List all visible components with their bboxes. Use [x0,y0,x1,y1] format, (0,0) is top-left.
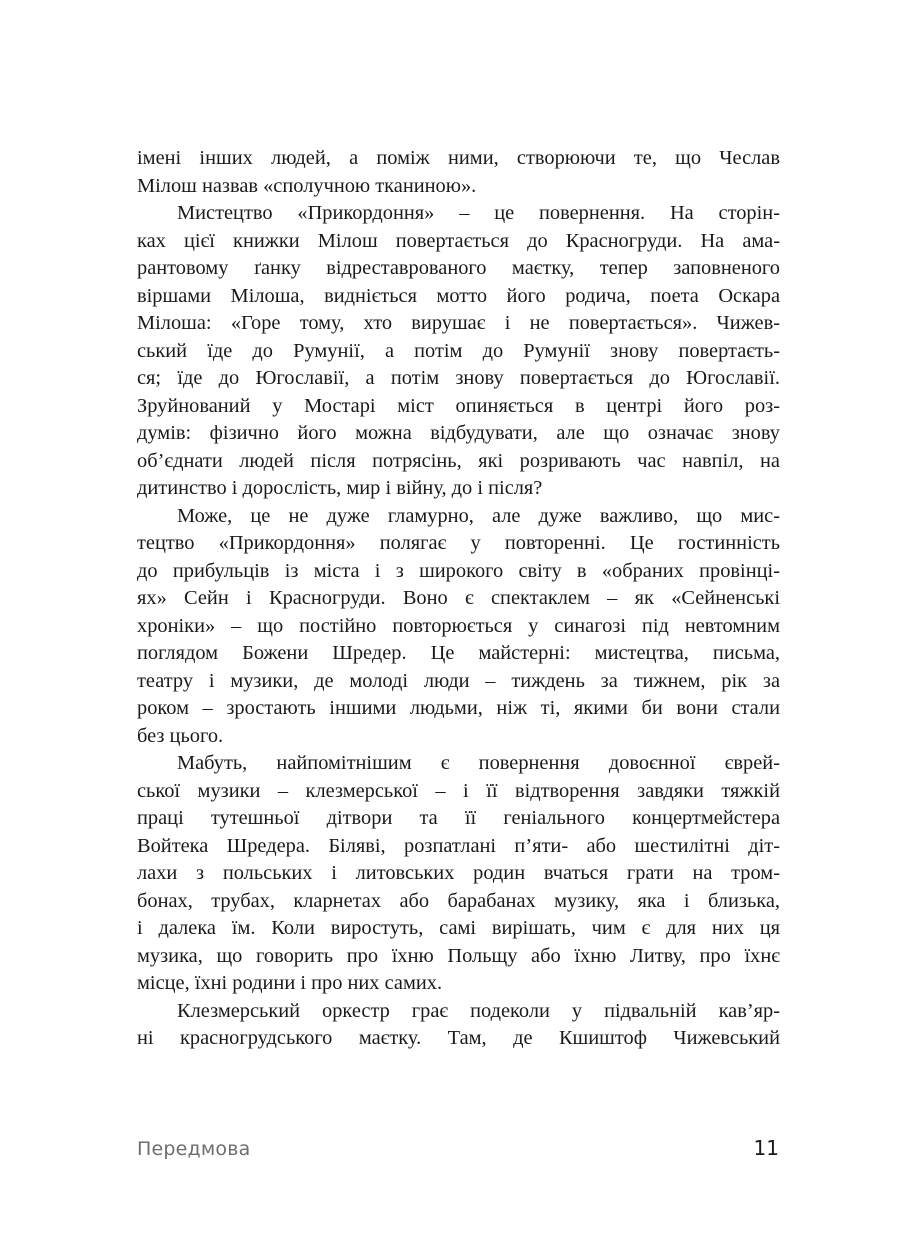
text-line: ський їде до Румунії, а потім до Румунії знову повертаєть- [137,339,780,362]
text-line: ської музики – клезмерської – і її відтворення завдяки тяжкій [137,779,780,802]
text-line: лахи з польських і литовських родин вчаться грати на тром- [137,862,780,884]
text-line: роком – зростають іншими людьми, ніж ті, якими би вони стали [137,697,780,719]
text-line: рантовому ґанку відреставрованого маєтку, тепер заповненого [137,257,780,279]
text-line: ках цієї книжки Мілош повертається до Красногруди. На ама- [137,229,780,252]
text-line: до прибульців із міста і з широкого світу в «обраних провінці- [137,559,780,582]
text-line: Мілош назвав «сполучною тканиною». [137,174,477,197]
text-line: Мабуть, найпомітнішим є повернення довоєнної єврей- [177,752,780,774]
text-line: тецтво «Прикордоння» полягає у повторенні. Це гостинність [137,532,780,554]
text-line: хроніки» – що постійно повторюється у синагозі під невтомним [137,614,780,637]
text-line: імені інших людей, а поміж ними, створюючи те, що Чеслав [137,147,780,169]
running-footer-section-title: Передмова [137,1138,251,1160]
text-line: думів: фізично його можна відбудувати, але що означає знову [137,422,780,444]
text-line: праці тутешньої дітвори та її геніального концертмейстера [137,807,780,829]
text-line: Зруйнований у Мостарі міст опиняється в центрі його роз- [137,394,780,417]
text-line: театру і музики, де молоді люди – тиждень за тижнем, рік за [137,669,780,692]
text-line: бонах, трубах, кларнетах або барабанах музику, яка і близька, [137,889,780,912]
text-line: віршами Мілоша, видніється мотто його родича, поета Оскара [137,284,780,307]
text-line: ні красногрудського маєтку. Там, де Кшиштоф Чижевський [137,1027,780,1049]
text-line: об’єднати людей після потрясінь, які розривають час навпіл, на [137,449,780,472]
text-line: дитинство і дорослість, мир і війну, до і після? [137,477,543,499]
text-line: Може, це не дуже гламурно, але дуже важливо, що мис- [177,504,780,527]
text-line: без цього. [137,724,224,747]
text-line: Мистецтво «Прикордоння» – це повернення. На сторін- [177,202,780,224]
body-text [137,145,780,1053]
text-line: Клезмерський оркестр грає подеколи у підвальній кав’яр- [177,999,780,1022]
text-line: і далека їм. Коли виростуть, самі вирішать, чим є для них ця [137,917,780,939]
text-line: ях» Сейн і Красногруди. Воно є спектаклем – як «Сейненські [137,587,780,609]
text-line: місце, їхні родини і про них самих. [137,972,443,994]
page-number: 11 [753,1136,779,1160]
text-line: поглядом Божени Шредер. Це майстерні: мистецтва, письма, [137,642,780,664]
text-line: Мілоша: «Горе тому, хто вирушає і не повертається». Чижев- [137,312,780,334]
text-line: музика, що говорить про їхню Польщу або їхню Литву, про їхнє [137,944,780,967]
text-line: Войтека Шредера. Біляві, розпатлані п’яти- або шестилітні діт- [137,834,780,857]
text-line: ся; їде до Югославії, а потім знову повертається до Югославії. [137,367,780,389]
